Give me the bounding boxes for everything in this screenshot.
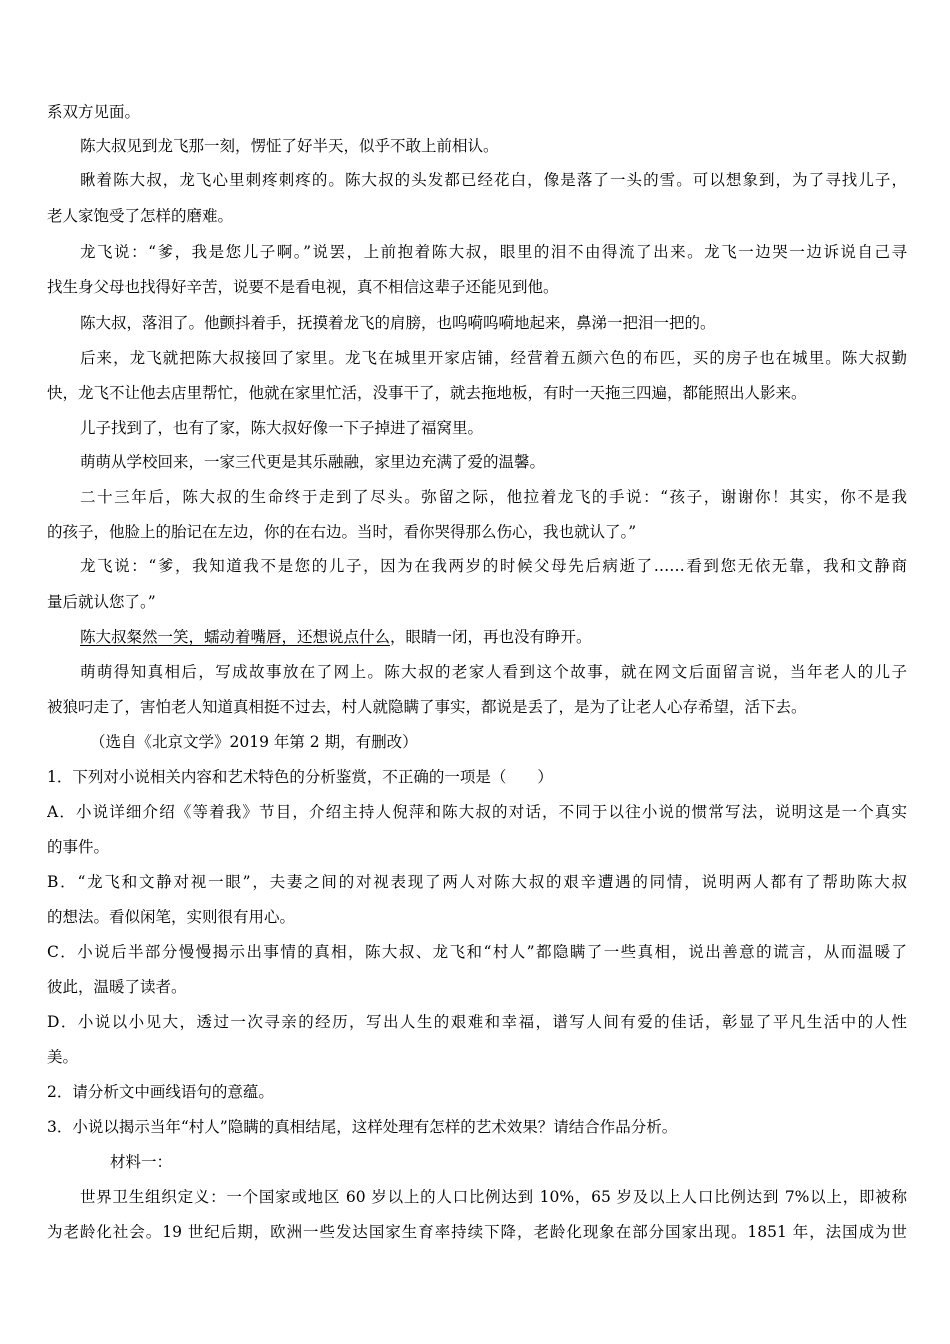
story-text-line: 瞅着陈大叔，龙飞心里刺疼刺疼的。陈大叔的头发都已经花白，像是落了一头的雪。可以想象到，为了寻找儿子， xyxy=(80,171,907,189)
option-d: D．小说以小见大，透过一次寻亲的经历，写出人生的艰难和幸福，谱写人间有爱的佳话，彰显了平凡生活中的人性 xyxy=(47,1013,907,1031)
story-text-line: 的孩子，他脸上的胎记在左边，你的在右边。当时，看你哭得那么伤心，我也就认了。” xyxy=(47,523,637,541)
option-c: C．小说后半部分慢慢揭示出事情的真相，陈大叔、龙飞和“村人”都隐瞒了一些真相，说出善意的谎言，从而温暖了 xyxy=(47,943,907,961)
story-text-line: 儿子找到了，也有了家，陈大叔好像一下子掉进了福窝里。 xyxy=(80,419,484,437)
story-text-line: 萌萌得知真相后，写成故事放在了网上。陈大叔的老家人看到这个故事，就在网文后面留言说，当年老人的儿子 xyxy=(80,663,907,681)
option-b-cont: 的想法。看似闲笔，实则很有用心。 xyxy=(47,908,296,926)
underlined-sentence: 陈大叔粲然一笑，蠕动着嘴唇，还想说点什么 xyxy=(80,628,391,646)
material-heading: 材料一： xyxy=(110,1153,173,1171)
option-a-cont: 的事件。 xyxy=(47,838,110,856)
story-text-line: 后来，龙飞就把陈大叔接回了家里。龙飞在城里开家店铺，经营着五颜六色的布匹，买的房子也在城里。陈大叔勤 xyxy=(80,349,907,367)
story-text-line xyxy=(80,625,907,649)
story-text-line: 萌萌从学校回来，一家三代更是其乐融融，家里边充满了爱的温馨。 xyxy=(80,453,546,471)
material-text-line: 为老龄化社会。19 世纪后期，欧洲一些发达国家生育率持续下降，老龄化现象在部分国家出现。1851 年，法国成为世 xyxy=(47,1223,907,1241)
option-b: B．“龙飞和文静对视一眼”，夫妻之间的对视表现了两人对陈大叔的艰辛遭遇的同情，说明两人都有了帮助陈大叔 xyxy=(47,873,907,891)
option-c-cont: 彼此，温暖了读者。 xyxy=(47,978,187,996)
story-text-line: 陈大叔见到龙飞那一刻，愣怔了好半天，似乎不敢上前相认。 xyxy=(80,137,499,155)
story-text-line: 系双方见面。 xyxy=(47,103,141,121)
story-text-line: 量后就认您了。” xyxy=(47,593,156,611)
question-1: 1．下列对小说相关内容和艺术特色的分析鉴赏，不正确的一项是（ ） xyxy=(47,768,553,786)
story-text-line: 二十三年后，陈大叔的生命终于走到了尽头。弥留之际，他拉着龙飞的手说：“孩子，谢谢你！其实，你不是我 xyxy=(80,488,907,506)
story-text-line: 被狼叼走了，害怕老人知道真相挺不过去，村人就隐瞒了事实，都说是丢了，是为了让老人心存希望，活下去。 xyxy=(47,698,807,716)
material-text-line: 世界卫生组织定义：一个国家或地区 60 岁以上的人口比例达到 10%，65 岁及以上人口比例达到 7%以上，即被称 xyxy=(80,1188,907,1206)
story-text-line: 找生身父母也找得好辛苦，说要不是看电视，真不相信这辈子还能见到他。 xyxy=(47,278,559,296)
story-text-line: 龙飞说：“爹，我知道我不是您的儿子，因为在我两岁的时候父母先后病逝了……看到您无依无靠，我和文静商 xyxy=(80,557,907,575)
question-3: 3．小说以揭示当年“村人”隐瞒的真相结尾，这样处理有怎样的艺术效果？请结合作品分析。 xyxy=(47,1118,678,1136)
option-d-cont: 美。 xyxy=(47,1048,79,1066)
story-text-span: ，眼睛一闭，再也没有睁开。 xyxy=(390,628,592,646)
story-text-line: 快，龙飞不让他去店里帮忙，他就在家里忙活，没事干了，就去拖地板，有时一天拖三四遍，都能照出人影来。 xyxy=(47,384,807,402)
story-text-line: 陈大叔，落泪了。他颤抖着手，抚摸着龙飞的肩膀，也呜嗬呜嗬地起来，鼻涕一把泪一把的。 xyxy=(80,314,716,332)
story-text-line: 龙飞说：“爹，我是您儿子啊。”说罢，上前抱着陈大叔，眼里的泪不由得流了出来。龙飞一边哭一边诉说自己寻 xyxy=(80,243,907,261)
story-text-line: 老人家饱受了怎样的磨难。 xyxy=(47,207,234,225)
source-citation: （选自《北京文学》2019 年第 2 期，有删改） xyxy=(90,733,418,751)
question-2: 2．请分析文中画线语句的意蕴。 xyxy=(47,1083,274,1101)
option-a: A．小说详细介绍《等着我》节目，介绍主持人倪萍和陈大叔的对话，不同于以往小说的惯常写法，说明这是一个真实 xyxy=(47,803,907,821)
